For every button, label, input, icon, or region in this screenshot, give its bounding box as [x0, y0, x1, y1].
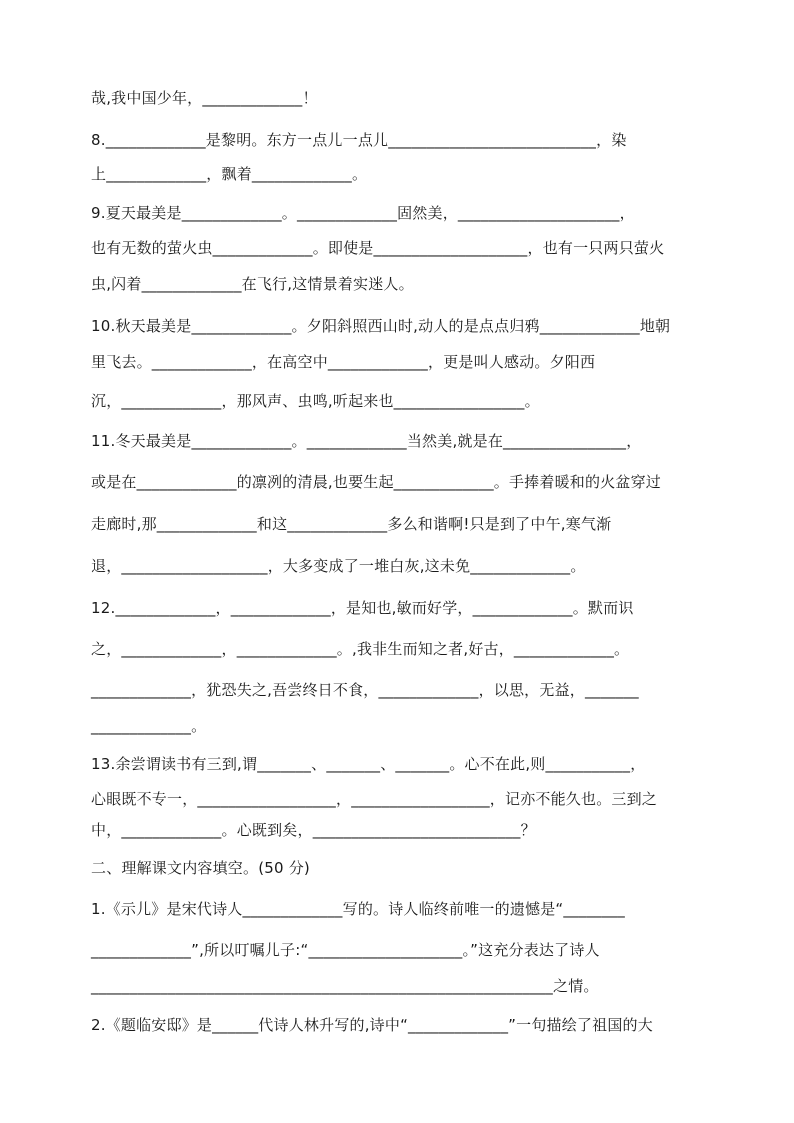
text-line: 之，_____________，_____________。,我非生而知之者,好古，_____________。	[91, 640, 630, 658]
text-line: _____________，犹恐失之,吾尝终日不食，_____________，以思，无益，_______	[91, 681, 639, 699]
text-line: 10.秋天最美是_____________。夕阳斜照西山时,动人的是点点归鸦_____________地朝	[91, 317, 671, 335]
text-line: 里飞去。_____________，在高空中_____________，更是叫人感动。夕阳西	[91, 353, 596, 371]
text-line: 11.冬天最美是_____________。_____________当然美,就是在________________，	[91, 432, 642, 450]
text-line: 心眼既不专一，__________________，__________________，记亦不能久也。三到之	[91, 790, 658, 808]
text-line: 或是在_____________的凛冽的清晨,也要生起_____________。手捧着暖和的火盆穿过	[91, 473, 661, 491]
text-line: 8._____________是黎明。东方一点儿一点儿___________________________，染	[91, 131, 627, 149]
text-line: 虫,闪着_____________在飞行,这情景着实迷人。	[91, 275, 414, 293]
text-line: 哉,我中国少年，_____________！	[91, 89, 318, 107]
text-line: 上_____________，飘着_____________。	[91, 165, 368, 183]
section-heading: 二、理解课文内容填空。(50 分)	[91, 859, 310, 877]
text-line: 走廊时,那_____________和这_____________多么和谐啊!只是到了中午,寒气渐	[91, 515, 612, 533]
text-line: 9.夏天最美是_____________。_____________固然美，_____________________，	[91, 204, 635, 222]
text-line: 12._____________，_____________，是知也,敏而好学，_____________。默而识	[91, 599, 634, 617]
text-line: _____________”,所以叮嘱儿子:“____________________。”这充分表达了诗人	[91, 941, 600, 959]
text-line: 中，_____________。心既到矣，___________________________？	[91, 821, 536, 839]
text-line: 2.《题临安邸》是______代诗人林升写的,诗中“_____________”一句描绘了祖国的大	[91, 1016, 653, 1034]
text-line: 也有无数的萤火虫_____________。即使是____________________，也有一只两只萤火	[91, 239, 665, 257]
text-line: ____________________________________________________________之情。	[91, 977, 599, 995]
text-line: 1.《示儿》是宋代诗人_____________写的。诗人临终前唯一的遗憾是“________	[91, 900, 625, 918]
text-line: 退，___________________，大多变成了一堆白灰,这未免_____________。	[91, 557, 586, 575]
text-line: 沉，_____________，那风声、虫鸣,听起来也_________________。	[91, 392, 540, 410]
text-line: _____________。	[91, 717, 207, 735]
text-line: 13.余尝谓读书有三到,谓_______、_______、_______。心不在此,则___________，	[91, 755, 646, 773]
